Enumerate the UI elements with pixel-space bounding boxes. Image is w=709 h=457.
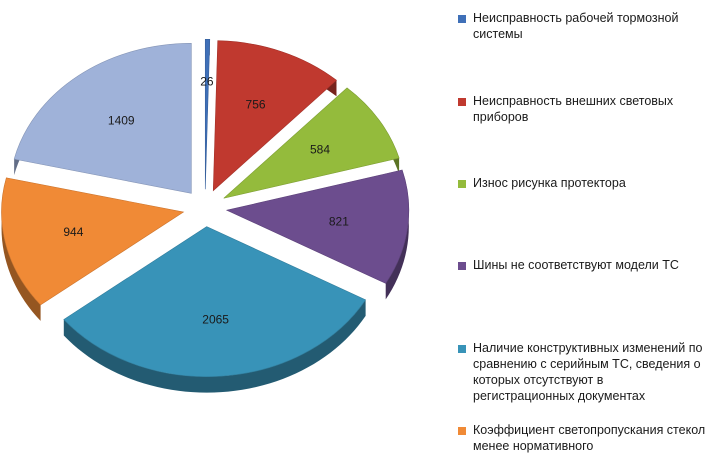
slice-data-label: 1409 [107,113,135,128]
legend-label: Наличие конструктивных изменений по сравнению с серийным ТС, сведения о которых отсутствуют в регистрационных документах [473,341,703,403]
slice-data-label: 26 [200,74,214,89]
legend [458,0,709,452]
slice-data-label: 821 [328,214,349,229]
slice-data-label: 944 [63,225,84,240]
legend-item [458,340,706,404]
slice-data-label: 584 [310,142,331,157]
pie-slice [14,43,191,193]
legend-item [458,422,706,454]
legend-item [458,175,706,191]
legend-swatch [458,180,466,188]
legend-label: Коэффициент светопропускания стекол менее нормативного [473,423,706,453]
legend-label: Износ рисунка протектора [473,176,626,190]
legend-swatch [458,98,466,106]
legend-swatch [458,262,466,270]
legend-swatch [458,427,466,435]
legend-swatch [458,345,466,353]
legend-label: Неисправность рабочей тормозной системы [473,11,679,41]
legend-item [458,10,706,42]
slice-data-label: 756 [245,97,266,112]
legend-label: Неисправность внешних световых приборов [473,94,674,124]
legend-item [458,93,706,125]
legend-label: Шины не соответствуют модели ТС [473,258,679,272]
slice-data-label: 2065 [202,312,229,327]
legend-swatch [458,15,466,23]
legend-item [458,257,706,273]
pie-slice [205,39,210,189]
